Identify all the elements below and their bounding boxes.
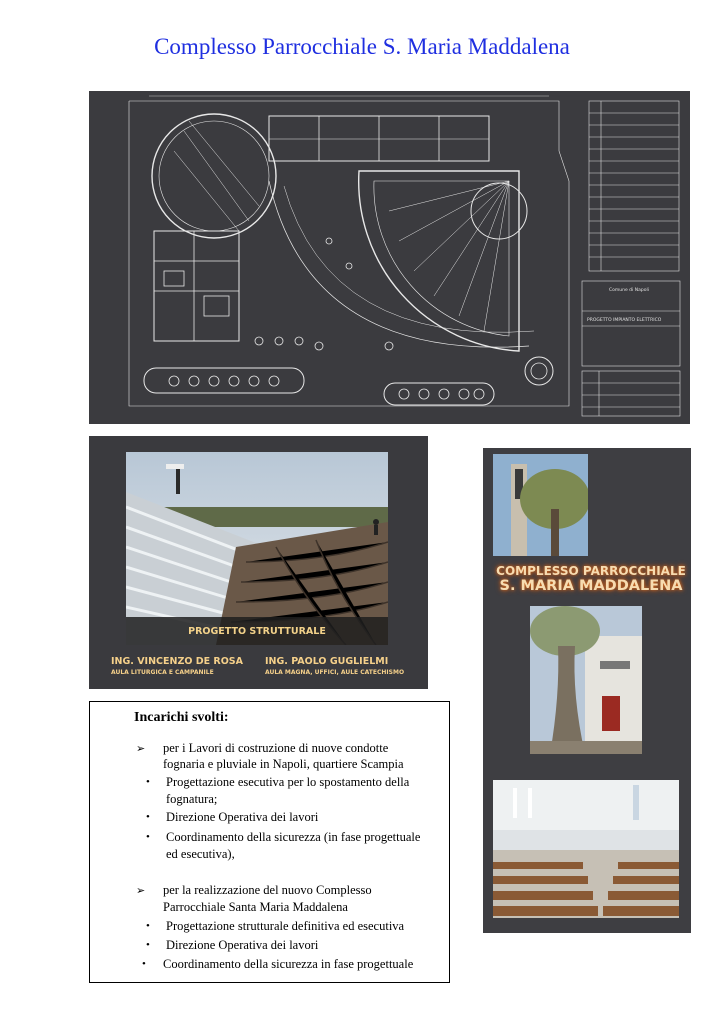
engineer-2-name: ING. PAOLO GUGLIELMI: [265, 656, 389, 667]
bullet-icon: •: [146, 920, 150, 932]
group2-item1: Progettazione strutturale definitiva ed esecutiva: [166, 919, 405, 933]
church-interior-photo: [493, 780, 679, 918]
group1-item3-line2: ed esecutiva),: [166, 847, 235, 861]
olive-tree-photo: [530, 606, 642, 754]
engineer-2: [265, 656, 404, 676]
engineer-2-role: AULA MAGNA, UFFICI, AULE CATECHISMO: [265, 669, 405, 676]
legend-project: PROGETTO IMPIANTO ELETTRICO: [587, 318, 662, 323]
engineer-1-name: ING. VINCENZO DE ROSA: [111, 656, 243, 667]
church-board-title: [491, 564, 691, 594]
legend-header: Comune di Napoli: [609, 288, 649, 293]
engineer-1-role: AULA LITURGICA E CAMPANILE: [111, 669, 214, 676]
church-board-title-line2: S. MARIA MADDALENA: [499, 578, 683, 594]
group2-intro-line1: per la realizzazione del nuovo Complesso: [163, 883, 372, 897]
plan-svg: [89, 91, 690, 424]
tasks-heading: Incarichi svolti:: [134, 710, 229, 725]
group1-item1-line2: fognatura;: [166, 792, 218, 806]
group2-intro-line2: Parrocchiale Santa Maria Maddalena: [163, 900, 348, 914]
construction-photo: [126, 452, 388, 645]
engineer-1: [111, 656, 243, 676]
page-title: Complesso Parrocchiale S. Maria Maddalena: [154, 34, 570, 59]
group2-item2: Direzione Operativa dei lavori: [166, 938, 319, 952]
church-board-title-line1: COMPLESSO PARROCCHIALE: [496, 564, 686, 578]
church-photo-board: [483, 448, 691, 933]
arrow-icon: ➢: [136, 885, 146, 897]
bullet-icon: •: [146, 831, 150, 843]
arrow-icon: ➢: [136, 743, 146, 755]
group1-item3-line1: Coordinamento della sicurezza (in fase progettuale: [166, 830, 421, 844]
bullet-icon: •: [146, 811, 150, 823]
bullet-icon: •: [146, 776, 150, 788]
group1-item2: Direzione Operativa dei lavori: [166, 810, 319, 824]
bell-tower-photo: [493, 454, 588, 556]
structural-project-board: [89, 436, 428, 689]
group2-item3: Coordinamento della sicurezza in fase progettuale: [163, 957, 414, 971]
group1-intro-line2: fognaria e pluviale in Napoli, quartiere Scampia: [163, 757, 404, 771]
group1-intro-line1: per i Lavori di costruzione di nuove condotte: [163, 741, 389, 755]
bullet-icon: •: [146, 939, 150, 951]
bullet-icon: •: [142, 958, 146, 970]
group1-item1-line1: Progettazione esecutiva per lo spostamento della: [166, 775, 410, 789]
structural-caption: PROGETTO STRUTTURALE: [188, 626, 326, 637]
site-plan-drawing: [89, 91, 690, 424]
tasks-box: [89, 701, 450, 983]
